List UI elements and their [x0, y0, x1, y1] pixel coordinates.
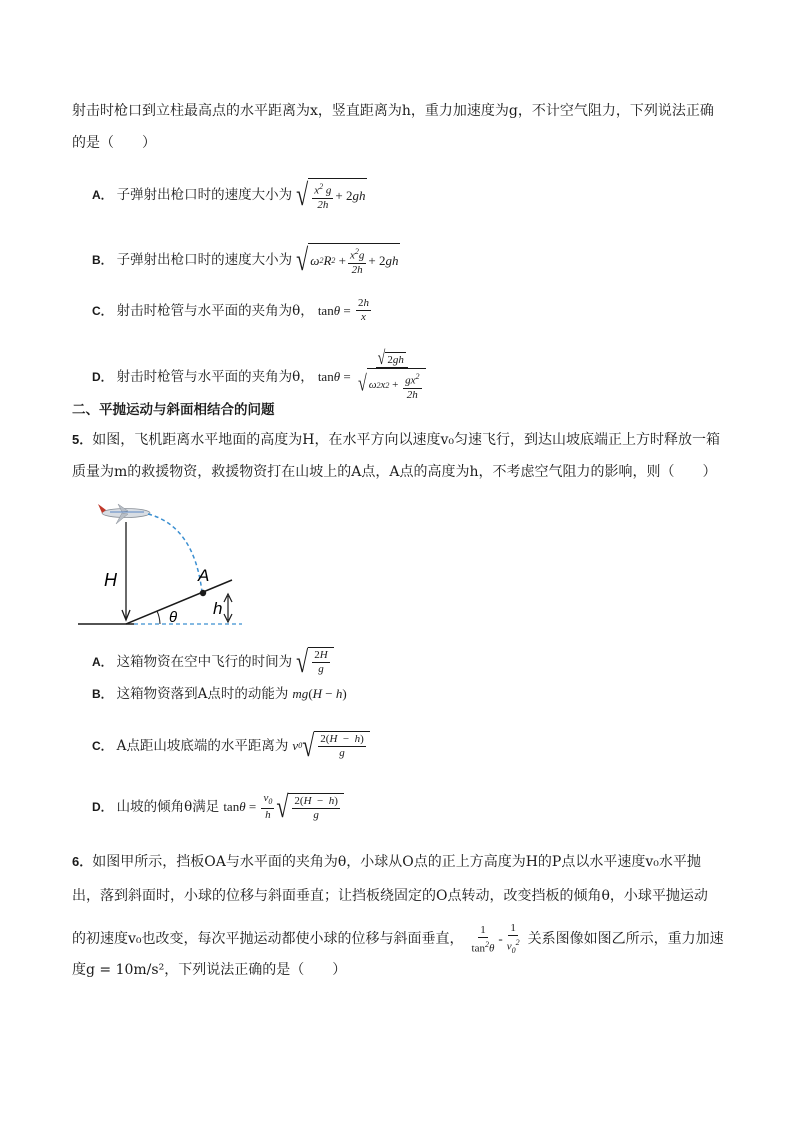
point-a	[200, 590, 206, 596]
option-text: 这箱物资在空中飞行的时间为	[116, 653, 293, 670]
option-text: 子弹射出枪口时的速度大小为	[116, 251, 293, 268]
question-number: 5．	[72, 432, 93, 447]
option-formula: tan θ = √ 2 gh √ ω 2 x 2 + $\frac{gx^2}{2h}$	[318, 352, 430, 402]
q4-option-d[interactable]	[92, 348, 430, 402]
q5-option-b[interactable]	[92, 684, 347, 704]
q4-stem-line2: 的是（ ）	[72, 135, 156, 151]
q5-stem-line2: 质量为m的救援物资，救援物资打在山坡上的A点，A点的高度为h，不考虑空气阻力的影响，则（ ）	[72, 464, 717, 480]
option-letter: B．	[92, 687, 113, 701]
option-text: 射击时枪管与水平面的夹角为θ，	[116, 302, 314, 319]
q4-stem-line1: 射击时枪口到立柱最高点的水平距离为x，竖直距离为h，重力加速度为g，不计空气阻力，下列说法正确	[72, 103, 714, 119]
option-text: 子弹射出枪口时的速度大小为	[116, 186, 293, 203]
airplane-icon	[98, 504, 150, 524]
q5-option-d[interactable]	[92, 788, 344, 824]
q5-stem-line1	[72, 430, 720, 450]
option-letter: A．	[92, 187, 113, 202]
option-formula: √ $\frac{x^2 g}{2h}$ + 2 gh	[296, 176, 366, 212]
option-formula: tan θ = $\frac{v_0}{h}$ √ $\frac{2(H - h)}{g}$	[223, 792, 344, 822]
option-letter: C．	[92, 738, 113, 753]
section-heading: 二、平抛运动与斜面相结合的问题	[72, 402, 275, 417]
label-H: H	[104, 570, 117, 590]
option-letter: A．	[92, 654, 113, 669]
trajectory-curve	[148, 514, 202, 592]
option-letter: B．	[92, 252, 113, 267]
option-text: 山坡的倾角θ满足	[116, 799, 220, 816]
q6-stem-line1	[72, 852, 701, 872]
question-number: 6．	[72, 854, 93, 869]
option-text: A点距山坡底端的水平距离为	[116, 737, 289, 754]
q4-option-b[interactable]	[92, 243, 400, 277]
q6-stem-line3a: 的初速度v₀也改变，每次平抛运动都使小球的位移与斜面垂直，	[72, 931, 464, 948]
option-letter: D．	[92, 369, 113, 384]
option-text: 这箱物资落到A点时的动能为	[116, 686, 289, 702]
q6-stem-line2: 出，落到斜面时，小球的位移与斜面垂直；让挡板绕固定的O点转动，改变挡板的倾角θ，小球平抛运动	[72, 888, 708, 904]
option-letter: C．	[92, 303, 113, 318]
q5-stem-text: 如图，飞机距离水平地面的高度为H，在水平方向以速度v₀匀速飞行，到达山坡底端正上方时释放一箱	[92, 432, 720, 448]
option-formula: tan θ = $\frac{2h}{x}$	[317, 297, 369, 323]
q5-option-a[interactable]	[92, 643, 334, 679]
q6-stem-line4: 度g = 10m/s²，下列说法正确的是（ ）	[72, 962, 347, 978]
q4-option-a[interactable]	[92, 178, 367, 212]
q6-relation-formula: $\frac{1}{\tan^2\theta}$ - $\frac{1}{v_0^2}$	[471, 922, 520, 955]
option-formula: √ $\frac{2H}{g}$	[296, 647, 334, 676]
option-letter: D．	[92, 800, 113, 815]
angle-arc	[157, 611, 160, 624]
label-theta: θ	[169, 609, 178, 626]
option-formula: v 0 √ $\frac{2(H - h)}{g}$	[292, 731, 369, 760]
option-formula: mg ( H − h )	[292, 686, 347, 701]
q5-figure	[76, 498, 246, 630]
label-h: h	[213, 599, 223, 618]
q5-option-c[interactable]	[92, 727, 370, 763]
option-formula: √ ω 2 R 2 + $\frac{x^2g}{2h}$ + 2 gh	[296, 241, 399, 277]
q6-stem-text: 如图甲所示，挡板OA与水平面的夹角为θ，小球从O点的正上方高度为H的P点以水平速度v₀水平抛	[92, 854, 701, 870]
q4-option-c[interactable]	[92, 297, 373, 324]
q6-stem-line3b: 关系图像如图乙所示，重力加速	[527, 931, 724, 948]
option-text: 射击时枪管与水平面的夹角为θ，	[116, 368, 314, 385]
label-A: A	[198, 566, 210, 585]
q6-stem-line3	[72, 922, 724, 957]
